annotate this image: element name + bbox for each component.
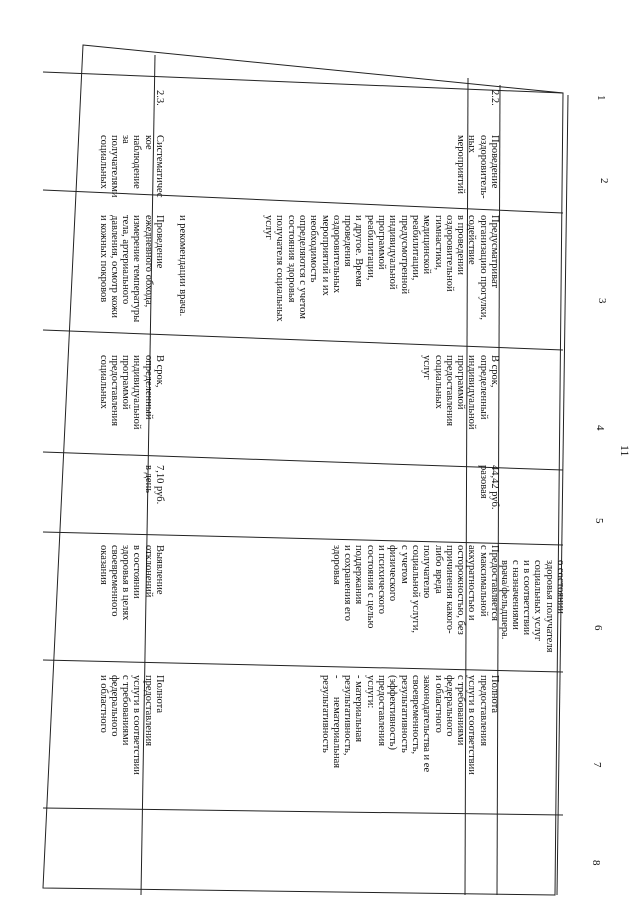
service-conditions: Выявление отклонений в состоянии здоровья в целях своевременного оказания	[97, 545, 165, 621]
service-quality: Полнота предоставления услуги в соответствии с требованиями федерального и областного	[97, 675, 165, 775]
service-term: В срок, определенный индивидуальной программой предоставления социальных услуг	[421, 355, 500, 430]
service-description: Проведение ежедневного обхода, измерение температуры тела, артериального давления, осмотр кожи и кожных покровов	[97, 215, 165, 323]
service-conditions: Предоставляется с максимальной аккуратностью и осторожностью, без причинения какого- либо вреда получателю социальной услуги, с учетом физического и психического состояния с целью поддержания и сохранения его здоровья	[330, 545, 500, 635]
header-col-2: 2	[598, 178, 610, 184]
header-col-5: 5	[593, 518, 605, 524]
header-col-6: 6	[592, 625, 604, 631]
header-col-1: 1	[595, 95, 607, 101]
service-tariff: 44,42 руб. разовая	[477, 465, 500, 510]
service-description: Предусматриват организацию прогулки, содействие в проведении оздоровительной гимнастики, медицинской реабилитации, предусмотренной индивидуальной программой реабилитации, и другое. Время проведения оздоровительных мероприятий и их необходимость определяются с учетом состояния здоровья получателя социальных услуг	[263, 215, 500, 322]
page-number: 11	[618, 445, 632, 457]
row-number: 2.3.	[154, 90, 165, 106]
service-name: Систематичес кое наблюдение за получателями социальных	[97, 135, 165, 198]
service-quality: Полнота предоставления услуги в соответствии с требованиями федерального и областного законодательства и ее своевременность, результативность (эффективность) предоставления услуги: - материальная результативность, - нематериальная результативность	[319, 675, 500, 775]
col6-fragment: о состоянии здоровья получателя социальных услуг и в соответствии с назначениями врача/фельдшера.	[498, 560, 566, 653]
header-col-8: 8	[590, 860, 602, 866]
service-tariff: 7,10 руб. в день	[142, 465, 165, 505]
service-term: В срок, определенный индивидуальной программой предоставления социальных	[97, 355, 165, 430]
header-col-3: 3	[596, 298, 608, 304]
col3-fragment: и рекомендации врача.	[177, 215, 188, 317]
header-col-7: 7	[591, 762, 603, 768]
header-col-4: 4	[594, 425, 606, 431]
row-number: 2.2.	[489, 90, 500, 106]
service-name: Проведение оздоровитель- ных мероприятий	[455, 135, 500, 199]
